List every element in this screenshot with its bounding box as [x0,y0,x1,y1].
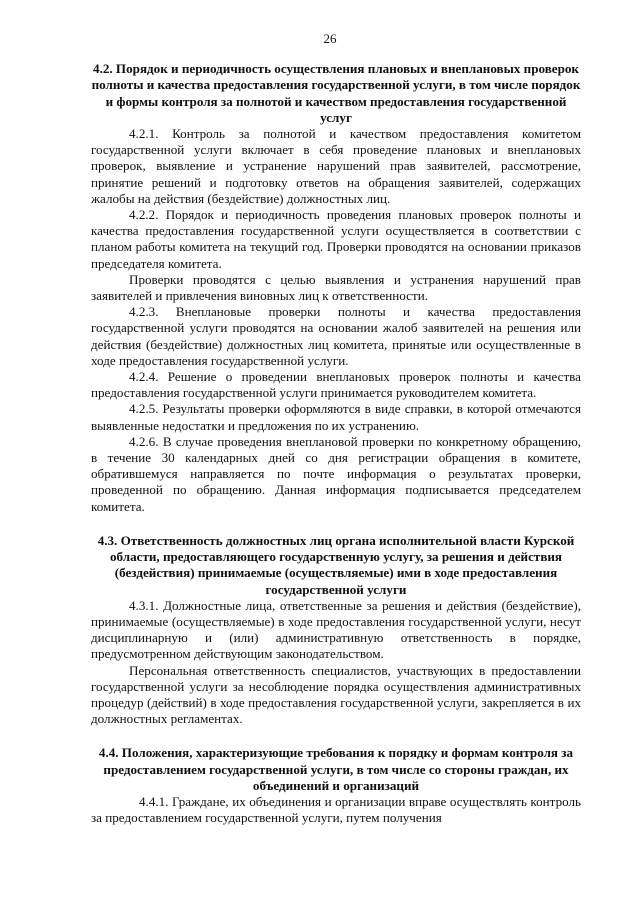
section-4-2 [91,61,581,515]
section-heading: 4.2. Порядок и периодичность осуществления плановых и внеплановых проверок полноты и качества предоставления государственной услуги, в том числе порядок и формы контроля за полнотой и качеством предоставления государственной услуг [91,61,581,125]
paragraph: 4.2.5. Результаты проверки оформляются в виде справки, в которой отмечаются выявленные недостатки и предложения по их устранению. [91,401,581,433]
paragraph: 4.2.1. Контроль за полнотой и качеством предоставления комитетом государственной услуги включает в себя проведение плановых и внеплановых проверок, выявление и устранение нарушений прав заявителей, рассмотрение, принятие решений и подготовку ответов на обращения заявителей, содержащих жалобы на действия (бездействие) должностных лиц. [91,126,581,206]
paragraph: 4.2.2. Порядок и периодичность проведения плановых проверок полноты и качества предоставления государственной услуги осуществляется в соответствии с планом работы комитета на текущий год. Проверки проводятся на основании приказов председателя комитета. [91,207,581,271]
section-spacer [91,727,581,745]
section-spacer [91,515,581,533]
paragraph: 4.2.4. Решение о проведении внеплановых проверок полноты и качества предоставления государственной услуги принимается руководителем комитета. [91,369,581,401]
page-number: 26 [323,31,337,46]
section-heading: 4.4. Положения, характеризующие требования к порядку и формам контроля за предоставлением государственной услуги, в том числе со стороны граждан, их объединений и организаций [98,745,574,793]
paragraph: 4.4.1. Граждане, их объединения и организации вправе осуществлять контроль за предоставлением государственной услуги, путем получения [91,793,581,826]
document-page [91,31,581,826]
paragraph: 4.3.1. Должностные лица, ответственные за решения и действия (бездействие), принимаемые (осуществляемые) в ходе предоставления государственной услуги, несут дисциплинарную и (или) административную ответственность в порядке, предусмотренном действующим законодательством. [91,597,581,662]
section-4-3 [91,533,581,727]
section-4-4 [91,745,581,826]
paragraph: 4.2.6. В случае проведения внеплановой проверки по конкретному обращению, в течение 30 календарных дней со дня регистрации обращения в комитете, обратившемуся направляется по почте информация о результатах проверки, проведенной по обращению. Данная информация подписывается председателем комитета. [91,433,581,514]
paragraph: Проверки проводятся с целью выявления и устранения нарушений прав заявителей и привлечения виновных лиц к ответственности. [91,271,581,304]
paragraph: 4.2.3. Внеплановые проверки полноты и качества предоставления государственной услуги проводятся на основании жалоб заявителей на решения или действия (бездействие) должностных лиц комитета, принятые или осуществленные в ходе предоставления государственной услуги. [91,304,581,368]
section-heading: 4.3. Ответственность должностных лиц органа исполнительной власти Курской области, предоставляющего государственную услугу, за решения и действия (бездействия) принимаемые (осуществляемые) ими в ходе предоставления государственной услуги [97,532,575,597]
paragraph: Персональная ответственность специалистов, участвующих в предоставлении государственной услуги за несоблюдение порядка осуществления административных процедур (действий) в ходе предоставления государственной услуги, закрепляется в их должностных регламентах. [91,662,581,727]
